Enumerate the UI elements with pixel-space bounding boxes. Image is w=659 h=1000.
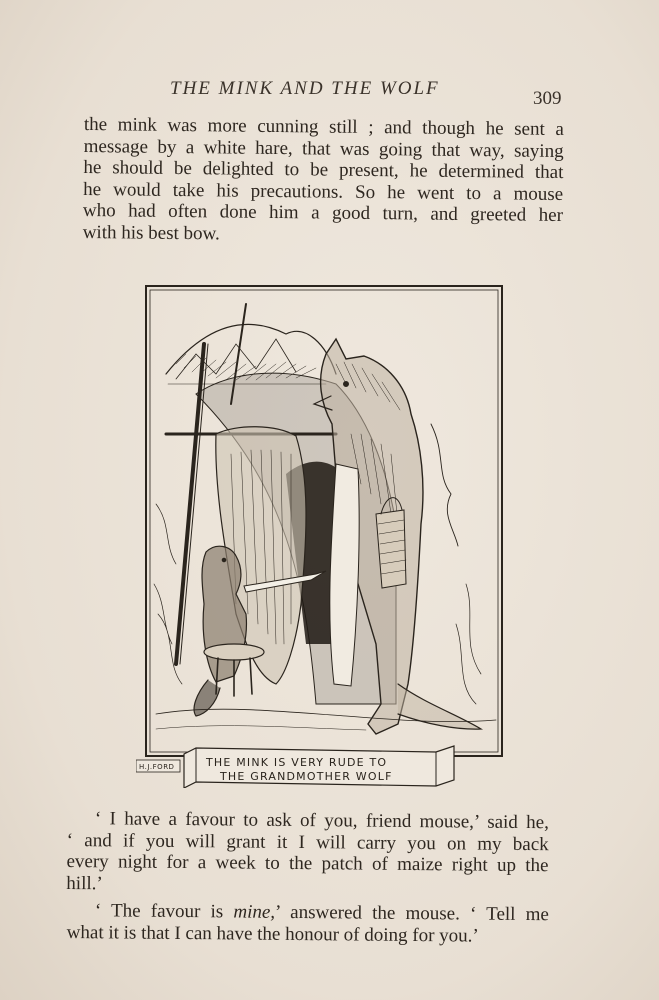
artist-signature: H.J.FORD <box>139 763 175 771</box>
caption-line-2: THE GRANDMOTHER WOLF <box>220 770 393 783</box>
italic-word: mine, <box>233 901 276 923</box>
text-run: ‘ The favour is <box>94 900 234 923</box>
paragraph-bottom <box>66 808 549 898</box>
text-line: what it is that I can have the honour of doing for you.’ <box>66 921 479 947</box>
text-line: he should be delighted to be present, he determined that <box>83 156 564 184</box>
text-line: who had often done him a good turn, and greeted her <box>82 199 564 227</box>
text-line: message by a white hare, that was going that way, saying <box>83 135 564 162</box>
text-line: every night for a week to the patch of maize right up the <box>66 850 549 877</box>
text-line: he would take his precautions. So he went to a mouse <box>83 178 564 205</box>
text-line: hill.’ <box>66 872 103 894</box>
paragraph-last <box>67 900 549 947</box>
text-run: ’ answered the mouse. ‘ Tell me <box>275 901 549 926</box>
page-number: 309 <box>533 88 562 109</box>
caption-line-1: THE MINK IS VERY RUDE TO <box>206 756 388 769</box>
running-title: THE MINK AND THE WOLF <box>170 78 440 99</box>
paragraph-top <box>83 114 564 248</box>
text-line: ‘ I have a favour to ask of you, friend mouse,’ said he, <box>94 808 549 834</box>
text-line: ‘ and if you will grant it I will carry you on my back <box>66 829 549 855</box>
text-line: the mink was more cunning still ; and though he sent a <box>83 114 564 141</box>
text-line: with his best bow. <box>82 221 220 244</box>
illustration-drawing <box>136 284 504 788</box>
scene-engraving <box>154 304 496 734</box>
illustration-plate <box>136 284 504 788</box>
